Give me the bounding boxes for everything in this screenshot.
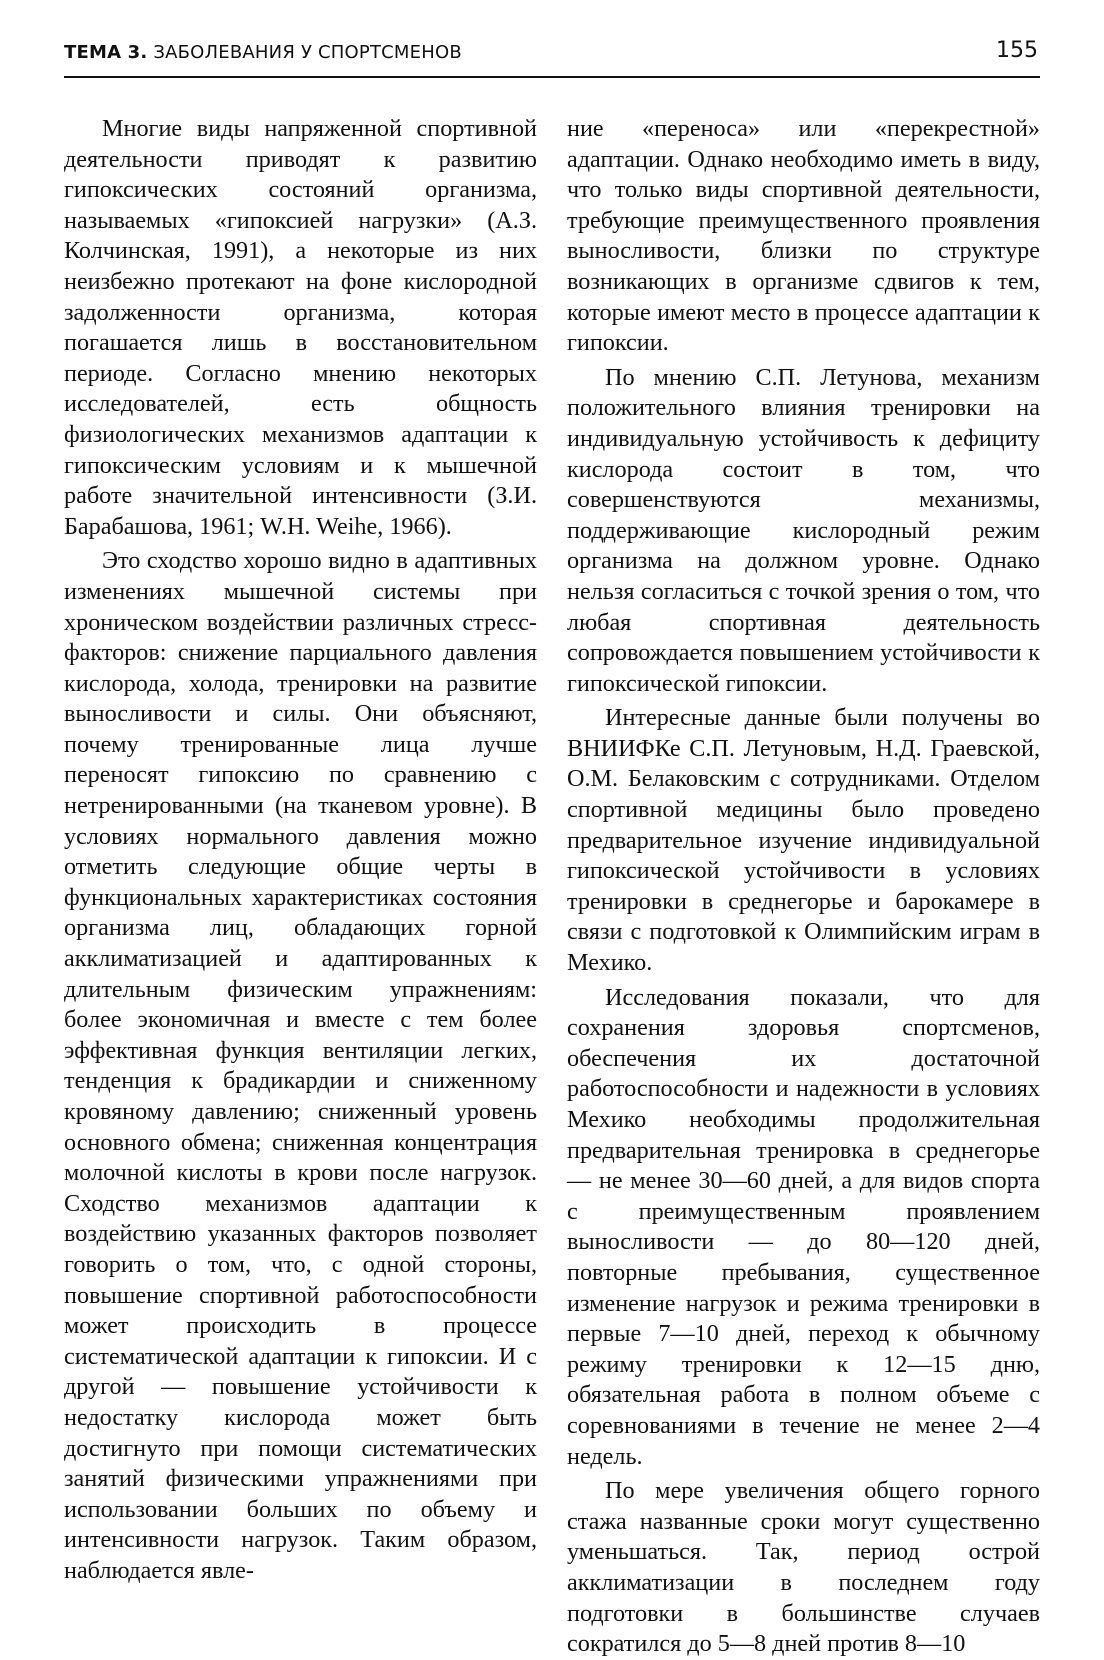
paragraph: Интересные данные были получены во ВНИИФКе С.П. Летуновым, Н.Д. Граевской, О.М. Белаковским с сотрудниками. Отделом спортивной медицины было проведено предварительное изучение индивидуальной гипоксической устойчивости в условиях тренировки в среднегорье и барокамере в связи с подготовкой к Олимпийским играм в Мехико. bbox=[567, 704, 1040, 977]
paragraph: Исследования показали, что для сохранения здоровья спортсменов, обеспечения их достаточной работоспособности и надежности в условиях Мехико необходимы продолжительная предварительная тренировка в среднегорье — не менее 30—60 дней, а для видов спорта с преимущественным проявлением выносливости — до 80—120 дней, повторные пребывания, существенное изменение нагрузок и режима тренировки в первые 7—10 дней, переход к обычному режиму тренировки к 12—15 дню, обязательная работа в полном объеме с соревнованиями в течение не менее 2—4 недель. bbox=[567, 983, 1040, 1470]
right-column bbox=[567, 114, 1040, 1660]
left-column bbox=[64, 114, 537, 1587]
paragraph: По мере увеличения общего горного стажа названные сроки могут существенно уменьшаться. Так, период острой акклиматизации в последнем году подготовки в большинстве случаев сократился до 5—8 дней против 8—10 bbox=[567, 1477, 1040, 1658]
paragraph-continuation: ние «переноса» или «перекрестной» адаптации. Однако необходимо иметь в виду, что только виды спортивной деятельности, требующие преимущественного проявления выносливости, близки по структуре возникающих в организме сдвигов к тем, которые имеют место в процессе адаптации к гипоксии. bbox=[567, 115, 1040, 357]
paragraph: Это сходство хорошо видно в адаптивных изменениях мышечной системы при хроническом воздействии различных стресс-факторов: снижение парциального давления кислорода, холода, тренировки на развитие выносливости и силы. Они объясняют, почему тренированные лица лучше переносят гипоксию по сравнению с нетренированными (на тканевом уровне). В условиях нормального давления можно отметить следующие общие черты в функциональных характеристиках состояния организма лиц, обладающих горной акклиматизацией и адаптированных к длительным физическим упражнениям: более экономичная и вместе с тем более эффективная функция вентиляции легких, тенденция к брадикардии и сниженному кровяному давлению; сниженный уровень основного обмена; сниженная концентрация молочной кислоты в крови после нагрузок. Сходство механизмов адаптации к воздействию указанных факторов позволяет говорить о том, что, с одной стороны, повышение спортивной работоспособности может происходить в процессе систематической адаптации к гипоксии. И с другой — повышение устойчивости к недостатку кислорода может быть достигнуто при помощи систематических занятий физическими упражнениями при использовании больших по объему и интенсивности нагрузок. Таким образом, наблюдается явле- bbox=[64, 547, 537, 1584]
running-header bbox=[64, 36, 1040, 78]
page-number: 155 bbox=[996, 38, 1038, 63]
paragraph: По мнению С.П. Летунова, механизм положительного влияния тренировки на индивидуальную устойчивость к дефициту кислорода состоит в том, что совершенствуются механизмы, поддерживающие кислородный режим организма на должном уровне. Однако нельзя согласиться с точкой зрения о том, что любая спортивная деятельность сопровождается повышением устойчивости к гипоксической гипоксии. bbox=[567, 363, 1040, 697]
paragraph: Многие виды напряженной спортивной деятельности приводят к развитию гипоксических состояний организма, называемых «гипоксией нагрузки» (А.З. Колчинская, 1991), а некоторые из них неизбежно протекают на фоне кислородной задолженности организма, которая погашается лишь в восстановительном периоде. Согласно мнению некоторых исследователей, есть общность физиологических механизмов адаптации к гипоксическим условиям и к мышечной работе значительной интенсивности (З.И. Барабашова, 1961; W.H. Weihe, 1966). bbox=[64, 115, 537, 540]
chapter-number: ТЕМА 3. bbox=[64, 42, 148, 63]
chapter-title: ЗАБОЛЕВАНИЯ У СПОРТСМЕНОВ bbox=[153, 42, 462, 63]
chapter-heading bbox=[64, 42, 462, 63]
